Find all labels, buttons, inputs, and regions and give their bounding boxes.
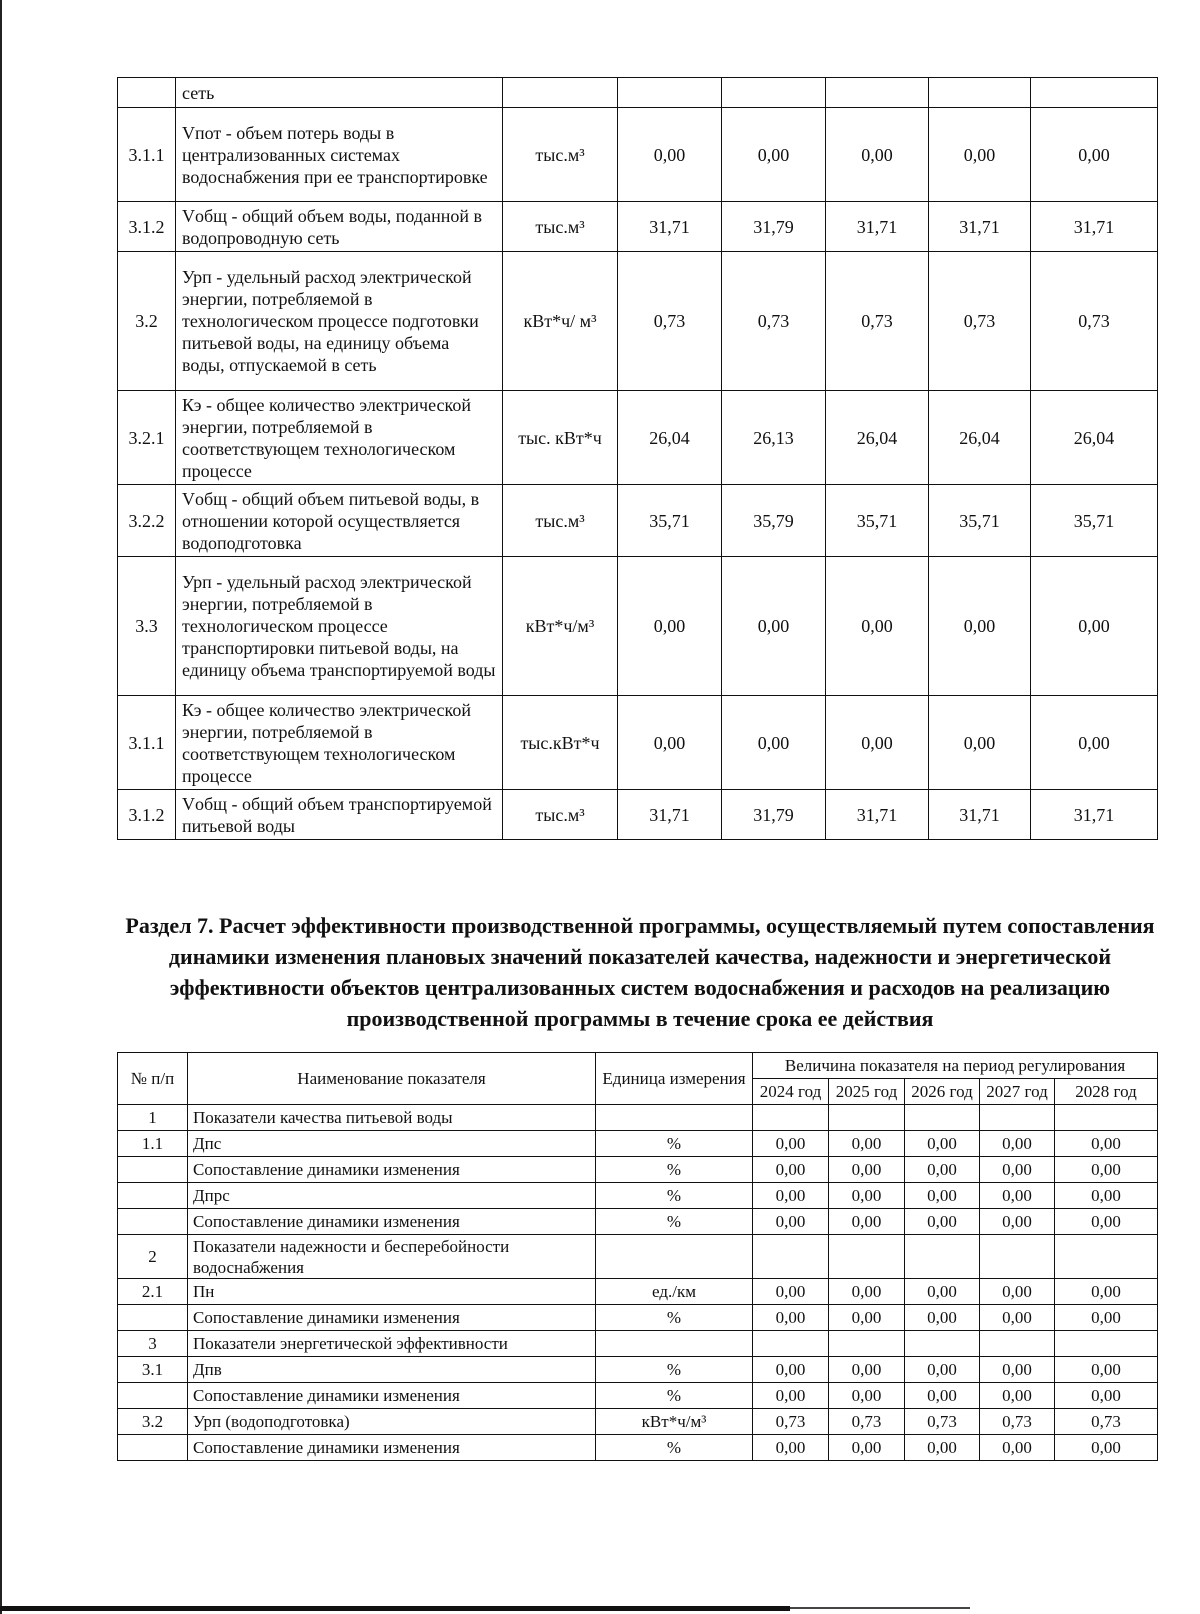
row-unit: тыс.м³ bbox=[503, 485, 618, 557]
row-value: 0,00 bbox=[1055, 1435, 1158, 1461]
row-unit: % bbox=[596, 1131, 753, 1157]
row-value: 26,04 bbox=[618, 391, 722, 485]
row-name: Сопоставление динамики изменения bbox=[188, 1305, 596, 1331]
row-value: 0,00 bbox=[722, 557, 826, 696]
table-row bbox=[118, 108, 1158, 202]
row-number bbox=[118, 1209, 188, 1235]
row-description: Кэ - общее количество электрической энергии, потребляемой в соответствующем технологическом процессе bbox=[176, 391, 503, 485]
row-value: 0,00 bbox=[1055, 1209, 1158, 1235]
row-value: 0,00 bbox=[1055, 1279, 1158, 1305]
table-row bbox=[118, 1357, 1158, 1383]
row-value: 0,00 bbox=[618, 108, 722, 202]
table-row bbox=[118, 391, 1158, 485]
row-value: 31,71 bbox=[826, 202, 929, 252]
row-value: 0,00 bbox=[905, 1157, 980, 1183]
row-unit bbox=[596, 1331, 753, 1357]
row-value: 0,00 bbox=[1031, 557, 1158, 696]
row-value: 0,00 bbox=[980, 1305, 1055, 1331]
row-value bbox=[905, 1235, 980, 1279]
row-name: Сопоставление динамики изменения bbox=[188, 1209, 596, 1235]
page-bottom-edge bbox=[0, 1606, 790, 1611]
row-value: 0,00 bbox=[905, 1383, 980, 1409]
row-value bbox=[1055, 1235, 1158, 1279]
row-description: Vобщ - общий объем питьевой воды, в отношении которой осуществляется водоподготовка bbox=[176, 485, 503, 557]
row-value: 0,00 bbox=[980, 1435, 1055, 1461]
row-name: Показатели качества питьевой воды bbox=[188, 1105, 596, 1131]
table-row bbox=[118, 1157, 1158, 1183]
row-value bbox=[929, 78, 1031, 108]
row-value: 35,71 bbox=[929, 485, 1031, 557]
row-value: 0,00 bbox=[829, 1357, 905, 1383]
row-value: 0,00 bbox=[1055, 1305, 1158, 1331]
row-value bbox=[618, 78, 722, 108]
row-value bbox=[1055, 1331, 1158, 1357]
row-value: 0,00 bbox=[829, 1209, 905, 1235]
row-value: 0,00 bbox=[980, 1209, 1055, 1235]
row-value: 31,79 bbox=[722, 202, 826, 252]
row-unit: % bbox=[596, 1157, 753, 1183]
table-row bbox=[118, 485, 1158, 557]
row-number: 2 bbox=[118, 1235, 188, 1279]
row-value: 0,73 bbox=[1055, 1409, 1158, 1435]
row-value bbox=[829, 1235, 905, 1279]
row-value: 0,73 bbox=[753, 1409, 829, 1435]
row-number: 3.2.1 bbox=[118, 391, 176, 485]
row-unit bbox=[596, 1235, 753, 1279]
table-row bbox=[118, 557, 1158, 696]
row-unit: кВт*ч/ м³ bbox=[503, 252, 618, 391]
row-value bbox=[905, 1331, 980, 1357]
table-row bbox=[118, 1183, 1158, 1209]
row-value: 35,71 bbox=[826, 485, 929, 557]
row-value: 0,73 bbox=[1031, 252, 1158, 391]
col-header-year: 2025 год bbox=[829, 1079, 905, 1105]
page-bottom-edge-faint bbox=[790, 1607, 970, 1609]
row-name: Дпс bbox=[188, 1131, 596, 1157]
upper-indicators-table bbox=[117, 77, 1158, 840]
row-value bbox=[980, 1235, 1055, 1279]
row-value: 35,79 bbox=[722, 485, 826, 557]
row-unit: % bbox=[596, 1357, 753, 1383]
row-value: 31,71 bbox=[1031, 790, 1158, 840]
row-value: 0,00 bbox=[618, 696, 722, 790]
row-unit: % bbox=[596, 1435, 753, 1461]
row-value: 0,00 bbox=[829, 1183, 905, 1209]
row-value: 0,00 bbox=[1055, 1131, 1158, 1157]
row-value: 35,71 bbox=[1031, 485, 1158, 557]
row-value: 0,00 bbox=[905, 1305, 980, 1331]
table-row bbox=[118, 1305, 1158, 1331]
row-value: 0,73 bbox=[829, 1409, 905, 1435]
row-value: 31,79 bbox=[722, 790, 826, 840]
row-value: 0,00 bbox=[980, 1383, 1055, 1409]
row-unit: тыс.м³ bbox=[503, 790, 618, 840]
row-description: Vобщ - общий объем транспортируемой питьевой воды bbox=[176, 790, 503, 840]
row-value: 0,00 bbox=[1055, 1357, 1158, 1383]
row-value bbox=[722, 78, 826, 108]
row-value: 0,00 bbox=[753, 1383, 829, 1409]
row-value: 0,00 bbox=[929, 696, 1031, 790]
row-description: Vпот - объем потерь воды в централизованных системах водоснабжения при ее транспортировке bbox=[176, 108, 503, 202]
row-unit bbox=[503, 78, 618, 108]
row-value bbox=[829, 1105, 905, 1131]
row-unit: ед./км bbox=[596, 1279, 753, 1305]
table-row bbox=[118, 202, 1158, 252]
row-number: 3.1.1 bbox=[118, 696, 176, 790]
row-name: Сопоставление динамики изменения bbox=[188, 1383, 596, 1409]
row-description: Vобщ - общий объем воды, поданной в водопроводную сеть bbox=[176, 202, 503, 252]
table-row bbox=[118, 1105, 1158, 1131]
row-value: 0,73 bbox=[980, 1409, 1055, 1435]
row-value: 0,00 bbox=[905, 1131, 980, 1157]
row-unit bbox=[596, 1105, 753, 1131]
row-unit: % bbox=[596, 1209, 753, 1235]
row-value: 0,00 bbox=[1055, 1383, 1158, 1409]
row-value: 31,71 bbox=[826, 790, 929, 840]
row-number: 1 bbox=[118, 1105, 188, 1131]
row-value: 0,00 bbox=[1031, 108, 1158, 202]
col-header-num: № п/п bbox=[118, 1053, 188, 1105]
row-value: 0,00 bbox=[929, 108, 1031, 202]
table-row bbox=[118, 1409, 1158, 1435]
row-unit: тыс.м³ bbox=[503, 202, 618, 252]
row-unit: тыс.м³ bbox=[503, 108, 618, 202]
col-header-year: 2026 год bbox=[905, 1079, 980, 1105]
table-row bbox=[118, 1383, 1158, 1409]
row-value: 0,73 bbox=[905, 1409, 980, 1435]
row-number: 3.2.2 bbox=[118, 485, 176, 557]
row-value: 0,00 bbox=[826, 108, 929, 202]
row-value: 0,00 bbox=[829, 1157, 905, 1183]
row-value: 0,00 bbox=[722, 696, 826, 790]
row-name: Сопоставление динамики изменения bbox=[188, 1157, 596, 1183]
row-name: Урп (водоподготовка) bbox=[188, 1409, 596, 1435]
row-number: 1.1 bbox=[118, 1131, 188, 1157]
row-value: 0,00 bbox=[618, 557, 722, 696]
row-value: 26,13 bbox=[722, 391, 826, 485]
row-value: 0,00 bbox=[905, 1183, 980, 1209]
row-number: 3.2 bbox=[118, 1409, 188, 1435]
row-number bbox=[118, 1183, 188, 1209]
row-value: 31,71 bbox=[929, 790, 1031, 840]
row-value: 0,00 bbox=[980, 1183, 1055, 1209]
row-number bbox=[118, 1157, 188, 1183]
row-number bbox=[118, 1383, 188, 1409]
row-value: 26,04 bbox=[1031, 391, 1158, 485]
table-row bbox=[118, 1435, 1158, 1461]
row-value bbox=[1031, 78, 1158, 108]
row-value bbox=[753, 1105, 829, 1131]
row-value: 0,00 bbox=[1055, 1157, 1158, 1183]
row-number: 2.1 bbox=[118, 1279, 188, 1305]
row-value: 0,00 bbox=[826, 557, 929, 696]
row-value: 0,00 bbox=[829, 1131, 905, 1157]
row-value: 0,00 bbox=[722, 108, 826, 202]
col-header-name: Наименование показателя bbox=[188, 1053, 596, 1105]
row-description: Урп - удельный расход электрической энергии, потребляемой в технологическом процессе транспортировки питьевой воды, на единицу объема транспортируемой воды bbox=[176, 557, 503, 696]
col-header-year: 2027 год bbox=[980, 1079, 1055, 1105]
row-value bbox=[753, 1331, 829, 1357]
row-value: 31,71 bbox=[1031, 202, 1158, 252]
row-value: 0,00 bbox=[753, 1305, 829, 1331]
row-number: 3 bbox=[118, 1331, 188, 1357]
row-value bbox=[905, 1105, 980, 1131]
section-7-table bbox=[117, 1052, 1158, 1461]
row-value: 35,71 bbox=[618, 485, 722, 557]
row-unit: % bbox=[596, 1383, 753, 1409]
row-number bbox=[118, 78, 176, 108]
row-name: Показатели надежности и бесперебойности водоснабжения bbox=[188, 1235, 596, 1279]
row-number bbox=[118, 1435, 188, 1461]
row-value bbox=[753, 1235, 829, 1279]
row-unit: % bbox=[596, 1305, 753, 1331]
row-value: 0,73 bbox=[826, 252, 929, 391]
row-value bbox=[980, 1331, 1055, 1357]
row-number: 3.1.2 bbox=[118, 790, 176, 840]
row-name: Показатели энергетической эффективности bbox=[188, 1331, 596, 1357]
table-row bbox=[118, 1279, 1158, 1305]
row-unit: тыс.кВт*ч bbox=[503, 696, 618, 790]
table-row bbox=[118, 696, 1158, 790]
table-row bbox=[118, 1131, 1158, 1157]
row-value: 0,00 bbox=[753, 1357, 829, 1383]
row-value: 31,71 bbox=[929, 202, 1031, 252]
row-value: 0,73 bbox=[618, 252, 722, 391]
row-name: Сопоставление динамики изменения bbox=[188, 1435, 596, 1461]
row-value: 0,00 bbox=[753, 1183, 829, 1209]
table-header-row bbox=[118, 1053, 1158, 1079]
col-header-year: 2024 год bbox=[753, 1079, 829, 1105]
row-number: 3.1.1 bbox=[118, 108, 176, 202]
row-value: 0,00 bbox=[753, 1435, 829, 1461]
page-left-edge bbox=[0, 0, 2, 1614]
col-header-unit: Единица измерения bbox=[596, 1053, 753, 1105]
section-7-title: Раздел 7. Расчет эффективности производственной программы, осуществляемый путем сопоставления динамики изменения плановых значений показателей качества, надежности и энергетической эффективности объектов централизованных систем водоснабжения и расходов на реализацию производственной программы в течение срока ее действия bbox=[125, 913, 1155, 1031]
row-value: 0,00 bbox=[929, 557, 1031, 696]
row-value: 0,00 bbox=[829, 1383, 905, 1409]
row-unit: % bbox=[596, 1183, 753, 1209]
row-value bbox=[980, 1105, 1055, 1131]
row-value bbox=[1055, 1105, 1158, 1131]
row-value: 31,71 bbox=[618, 790, 722, 840]
table-row bbox=[118, 252, 1158, 391]
col-header-year: 2028 год bbox=[1055, 1079, 1158, 1105]
row-value: 0,00 bbox=[980, 1157, 1055, 1183]
row-value: 0,00 bbox=[905, 1279, 980, 1305]
row-number: 3.2 bbox=[118, 252, 176, 391]
row-value: 0,00 bbox=[905, 1435, 980, 1461]
table-row bbox=[118, 1331, 1158, 1357]
row-value: 0,00 bbox=[829, 1279, 905, 1305]
row-value bbox=[826, 78, 929, 108]
table-row bbox=[118, 790, 1158, 840]
row-value: 26,04 bbox=[826, 391, 929, 485]
table-row bbox=[118, 78, 1158, 108]
row-unit: кВт*ч/м³ bbox=[503, 557, 618, 696]
row-number: 3.1.2 bbox=[118, 202, 176, 252]
row-value: 0,00 bbox=[980, 1357, 1055, 1383]
row-value: 0,00 bbox=[905, 1357, 980, 1383]
row-name: Дпв bbox=[188, 1357, 596, 1383]
row-value: 0,00 bbox=[753, 1209, 829, 1235]
table-row bbox=[118, 1209, 1158, 1235]
row-value: 0,73 bbox=[722, 252, 826, 391]
row-name: Дпрс bbox=[188, 1183, 596, 1209]
row-value: 26,04 bbox=[929, 391, 1031, 485]
row-unit: тыс. кВт*ч bbox=[503, 391, 618, 485]
table-row bbox=[118, 1235, 1158, 1279]
row-value bbox=[829, 1331, 905, 1357]
row-value: 0,00 bbox=[829, 1435, 905, 1461]
row-value: 0,00 bbox=[1031, 696, 1158, 790]
row-value: 0,00 bbox=[753, 1157, 829, 1183]
row-name: Пн bbox=[188, 1279, 596, 1305]
row-value: 0,73 bbox=[929, 252, 1031, 391]
row-number: 3.1 bbox=[118, 1357, 188, 1383]
col-header-period: Величина показателя на период регулирования bbox=[753, 1053, 1158, 1079]
row-value: 0,00 bbox=[980, 1279, 1055, 1305]
row-number: 3.3 bbox=[118, 557, 176, 696]
row-description: сеть bbox=[176, 78, 503, 108]
row-value: 0,00 bbox=[905, 1209, 980, 1235]
row-value: 0,00 bbox=[826, 696, 929, 790]
row-value: 31,71 bbox=[618, 202, 722, 252]
row-value: 0,00 bbox=[829, 1305, 905, 1331]
row-description: Урп - удельный расход электрической энергии, потребляемой в технологическом процессе подготовки питьевой воды, на единицу объема воды, отпускаемой в сеть bbox=[176, 252, 503, 391]
row-unit: кВт*ч/м³ bbox=[596, 1409, 753, 1435]
row-value: 0,00 bbox=[753, 1279, 829, 1305]
row-value: 0,00 bbox=[1055, 1183, 1158, 1209]
row-value: 0,00 bbox=[980, 1131, 1055, 1157]
row-number bbox=[118, 1305, 188, 1331]
row-description: Кэ - общее количество электрической энергии, потребляемой в соответствующем технологическом процессе bbox=[176, 696, 503, 790]
row-value: 0,00 bbox=[753, 1131, 829, 1157]
